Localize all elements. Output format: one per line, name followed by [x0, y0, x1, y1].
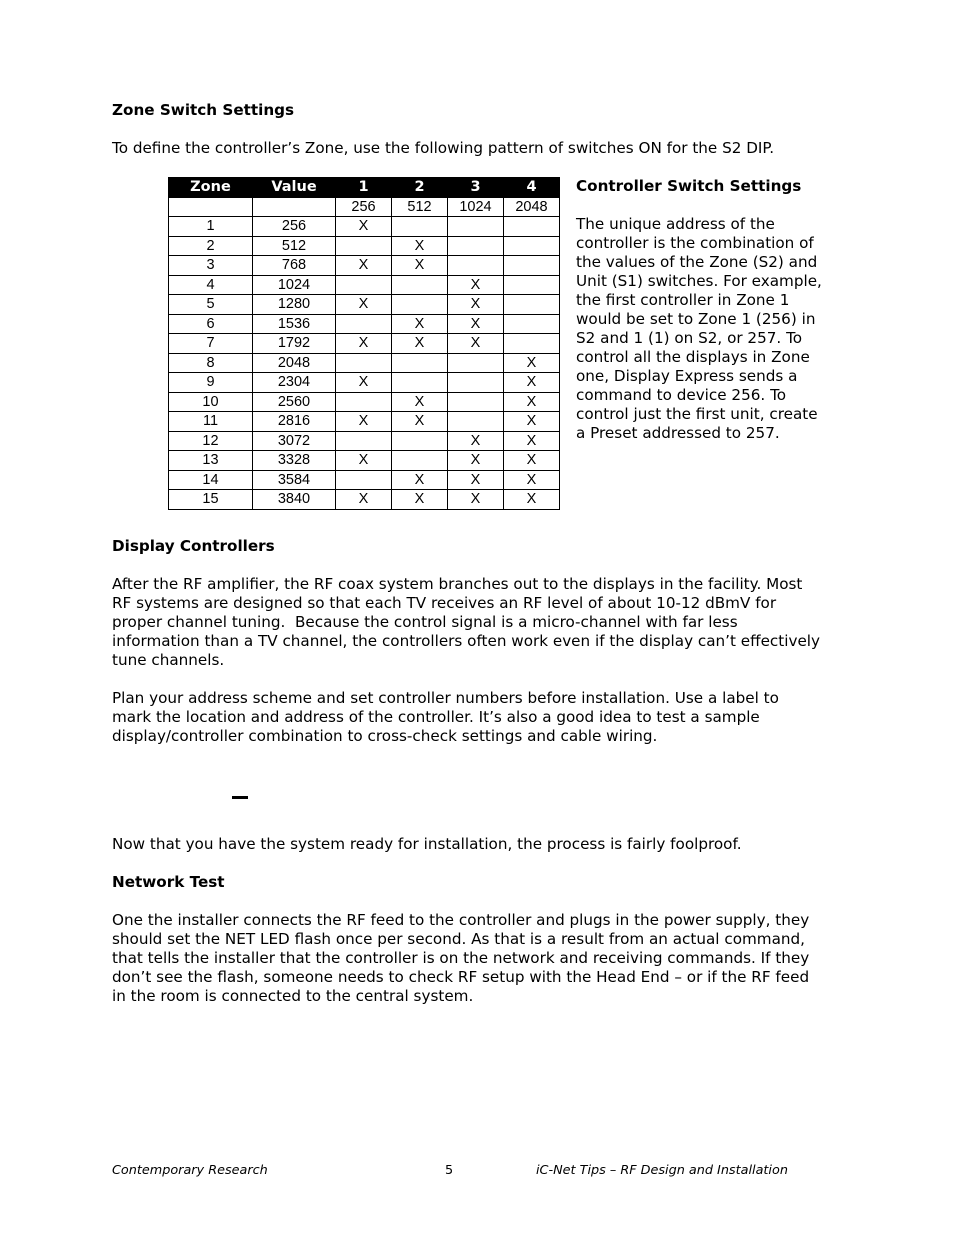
paragraph-line: information than a TV channel, the controllers often work even if the display can’t effectively [112, 632, 820, 650]
zone-cell: 7 [169, 334, 253, 354]
paragraph-line: mark the location and address of the controller. It’s also a good idea to test a sample [112, 708, 760, 726]
switch-cell: X [392, 490, 448, 510]
table-row [169, 295, 560, 315]
switch-cell [392, 217, 448, 237]
switch-cell: X [448, 490, 504, 510]
subheader-cell [253, 197, 336, 217]
value-cell: 2048 [253, 353, 336, 373]
subheader-cell: 2048 [504, 197, 560, 217]
switch-cell [448, 256, 504, 276]
value-cell: 512 [253, 236, 336, 256]
switch-cell: X [392, 392, 448, 412]
switch-cell: X [448, 431, 504, 451]
controller-settings-text [576, 215, 838, 443]
table-row [169, 275, 560, 295]
header-switch-3: 3 [448, 178, 504, 198]
value-cell: 1536 [253, 314, 336, 334]
table-subheader-row [169, 197, 560, 217]
paragraph-line: RF systems are designed so that each TV receives an RF level of about 10-12 dBmV for [112, 594, 777, 612]
paragraph-line: tune channels. [112, 651, 225, 669]
table-header-row [169, 178, 560, 198]
table-row [169, 412, 560, 432]
zone-cell: 15 [169, 490, 253, 510]
paragraph-line: that tells the installer that the controller is on the network and receiving commands. If they [112, 949, 810, 967]
table-row [169, 392, 560, 412]
table-row [169, 217, 560, 237]
switch-cell: X [448, 334, 504, 354]
value-cell: 256 [253, 217, 336, 237]
switch-cell: X [448, 275, 504, 295]
header-switch-4: 4 [504, 178, 560, 198]
switch-cell [504, 217, 560, 237]
header-value: Value [253, 178, 336, 198]
zone-intro-text: To define the controller’s Zone, use the following pattern of switches ON for the S2 DIP. [112, 139, 775, 157]
value-cell: 1024 [253, 275, 336, 295]
switch-cell [336, 353, 392, 373]
paragraph-line: Plan your address scheme and set controller numbers before installation. Use a label to [112, 689, 779, 707]
zone-cell: 1 [169, 217, 253, 237]
switch-cell: X [504, 451, 560, 471]
zone-switch-heading: Zone Switch Settings [112, 101, 295, 119]
switch-cell: X [504, 431, 560, 451]
table-row [169, 490, 560, 510]
controller-text-line: command to device 256. To [576, 386, 787, 404]
paragraph-line: One the installer connects the RF feed to the controller and plugs in the power supply, they [112, 911, 810, 929]
switch-cell: X [392, 334, 448, 354]
switch-cell: X [448, 295, 504, 315]
zone-cell: 14 [169, 470, 253, 490]
switch-cell [392, 295, 448, 315]
switch-cell [504, 314, 560, 334]
controller-text-line: controller is the combination of [576, 234, 814, 252]
controller-text-line: control just the first unit, create [576, 405, 818, 423]
table-row [169, 451, 560, 471]
controller-text-line: a Preset addressed to 257. [576, 424, 780, 442]
switch-cell: X [448, 314, 504, 334]
zone-cell: 10 [169, 392, 253, 412]
header-switch-1: 1 [336, 178, 392, 198]
footer-page-number: 5 [445, 1163, 454, 1178]
switch-cell [336, 236, 392, 256]
table-row [169, 256, 560, 276]
paragraph-line: After the RF amplifier, the RF coax system branches out to the displays in the facility. Most [112, 575, 803, 593]
section-dash-mark [232, 796, 248, 799]
zone-cell: 11 [169, 412, 253, 432]
paragraph-line: proper channel tuning. Because the control signal is a micro-channel with far less [112, 613, 738, 631]
paragraph-line: should set the NET LED flash once per second. As that is a result from an actual command, [112, 930, 805, 948]
switch-cell [448, 392, 504, 412]
zone-cell: 2 [169, 236, 253, 256]
zone-cell: 5 [169, 295, 253, 315]
switch-cell: X [504, 392, 560, 412]
switch-cell [336, 470, 392, 490]
subheader-cell: 1024 [448, 197, 504, 217]
subheader-cell: 512 [392, 197, 448, 217]
zone-cell: 8 [169, 353, 253, 373]
controller-text-line: control all the displays in Zone [576, 348, 810, 366]
footer-doc-title: iC-Net Tips – RF Design and Installation [536, 1163, 788, 1178]
switch-cell [448, 373, 504, 393]
switch-cell: X [504, 373, 560, 393]
controller-text-line: would be set to Zone 1 (256) in [576, 310, 816, 328]
value-cell: 1280 [253, 295, 336, 315]
zone-cell: 4 [169, 275, 253, 295]
controller-text-line: S2 and 1 (1) on S2, or 257. To [576, 329, 803, 347]
switch-cell: X [336, 451, 392, 471]
controller-text-line: the values of the Zone (S2) and [576, 253, 818, 271]
switch-cell [448, 217, 504, 237]
foolproof-text: Now that you have the system ready for installation, the process is fairly foolproof. [112, 835, 742, 853]
controller-settings-heading: Controller Switch Settings [576, 177, 802, 195]
table-row [169, 334, 560, 354]
network-test-paragraph [112, 911, 847, 1006]
controller-text-line: the first controller in Zone 1 [576, 291, 790, 309]
switch-cell: X [336, 334, 392, 354]
table-row [169, 236, 560, 256]
header-switch-2: 2 [392, 178, 448, 198]
switch-cell: X [336, 295, 392, 315]
switch-cell: X [392, 256, 448, 276]
switch-cell [392, 353, 448, 373]
switch-cell [392, 431, 448, 451]
header-zone: Zone [169, 178, 253, 198]
switch-cell [504, 275, 560, 295]
switch-cell: X [448, 470, 504, 490]
switch-cell [392, 373, 448, 393]
switch-cell: X [392, 236, 448, 256]
switch-cell: X [504, 412, 560, 432]
controller-text-line: Unit (S1) switches. For example, [576, 272, 822, 290]
switch-cell [448, 236, 504, 256]
zone-cell: 3 [169, 256, 253, 276]
paragraph-line: display/controller combination to cross-check settings and cable wiring. [112, 727, 658, 745]
table-row [169, 431, 560, 451]
switch-cell: X [392, 412, 448, 432]
switch-cell: X [336, 412, 392, 432]
display-controllers-paragraph-1 [112, 575, 847, 670]
switch-cell: X [504, 353, 560, 373]
footer-company: Contemporary Research [112, 1163, 268, 1178]
subheader-cell [169, 197, 253, 217]
controller-settings-sidebar [576, 177, 838, 443]
zone-switch-table [168, 177, 560, 510]
switch-cell [448, 412, 504, 432]
switch-cell: X [504, 470, 560, 490]
zone-cell: 13 [169, 451, 253, 471]
display-controllers-heading: Display Controllers [112, 537, 275, 555]
switch-cell [336, 431, 392, 451]
controller-text-line: The unique address of the [576, 215, 775, 233]
switch-cell [504, 256, 560, 276]
value-cell: 2560 [253, 392, 336, 412]
network-test-heading: Network Test [112, 873, 225, 891]
switch-cell: X [336, 490, 392, 510]
value-cell: 1792 [253, 334, 336, 354]
value-cell: 3072 [253, 431, 336, 451]
zone-cell: 9 [169, 373, 253, 393]
table-row [169, 373, 560, 393]
value-cell: 3328 [253, 451, 336, 471]
switch-cell [392, 451, 448, 471]
subheader-cell: 256 [336, 197, 392, 217]
switch-cell [336, 275, 392, 295]
switch-cell: X [504, 490, 560, 510]
value-cell: 768 [253, 256, 336, 276]
zone-cell: 6 [169, 314, 253, 334]
switch-cell [336, 314, 392, 334]
switch-cell [504, 334, 560, 354]
value-cell: 3840 [253, 490, 336, 510]
paragraph-line: don’t see the flash, someone needs to check RF setup with the Head End – or if the RF feed [112, 968, 810, 986]
paragraph-line: in the room is connected to the central system. [112, 987, 474, 1005]
switch-cell: X [448, 451, 504, 471]
value-cell: 2816 [253, 412, 336, 432]
value-cell: 3584 [253, 470, 336, 490]
table-row [169, 314, 560, 334]
table-row [169, 470, 560, 490]
controller-text-line: one, Display Express sends a [576, 367, 798, 385]
zone-cell: 12 [169, 431, 253, 451]
switch-cell [448, 353, 504, 373]
switch-cell [336, 392, 392, 412]
switch-cell: X [336, 217, 392, 237]
switch-cell [392, 275, 448, 295]
switch-cell: X [336, 256, 392, 276]
switch-cell [504, 236, 560, 256]
value-cell: 2304 [253, 373, 336, 393]
switch-cell: X [336, 373, 392, 393]
switch-cell: X [392, 470, 448, 490]
switch-cell [504, 295, 560, 315]
table-row [169, 353, 560, 373]
display-controllers-paragraph-2 [112, 689, 847, 746]
switch-cell: X [392, 314, 448, 334]
